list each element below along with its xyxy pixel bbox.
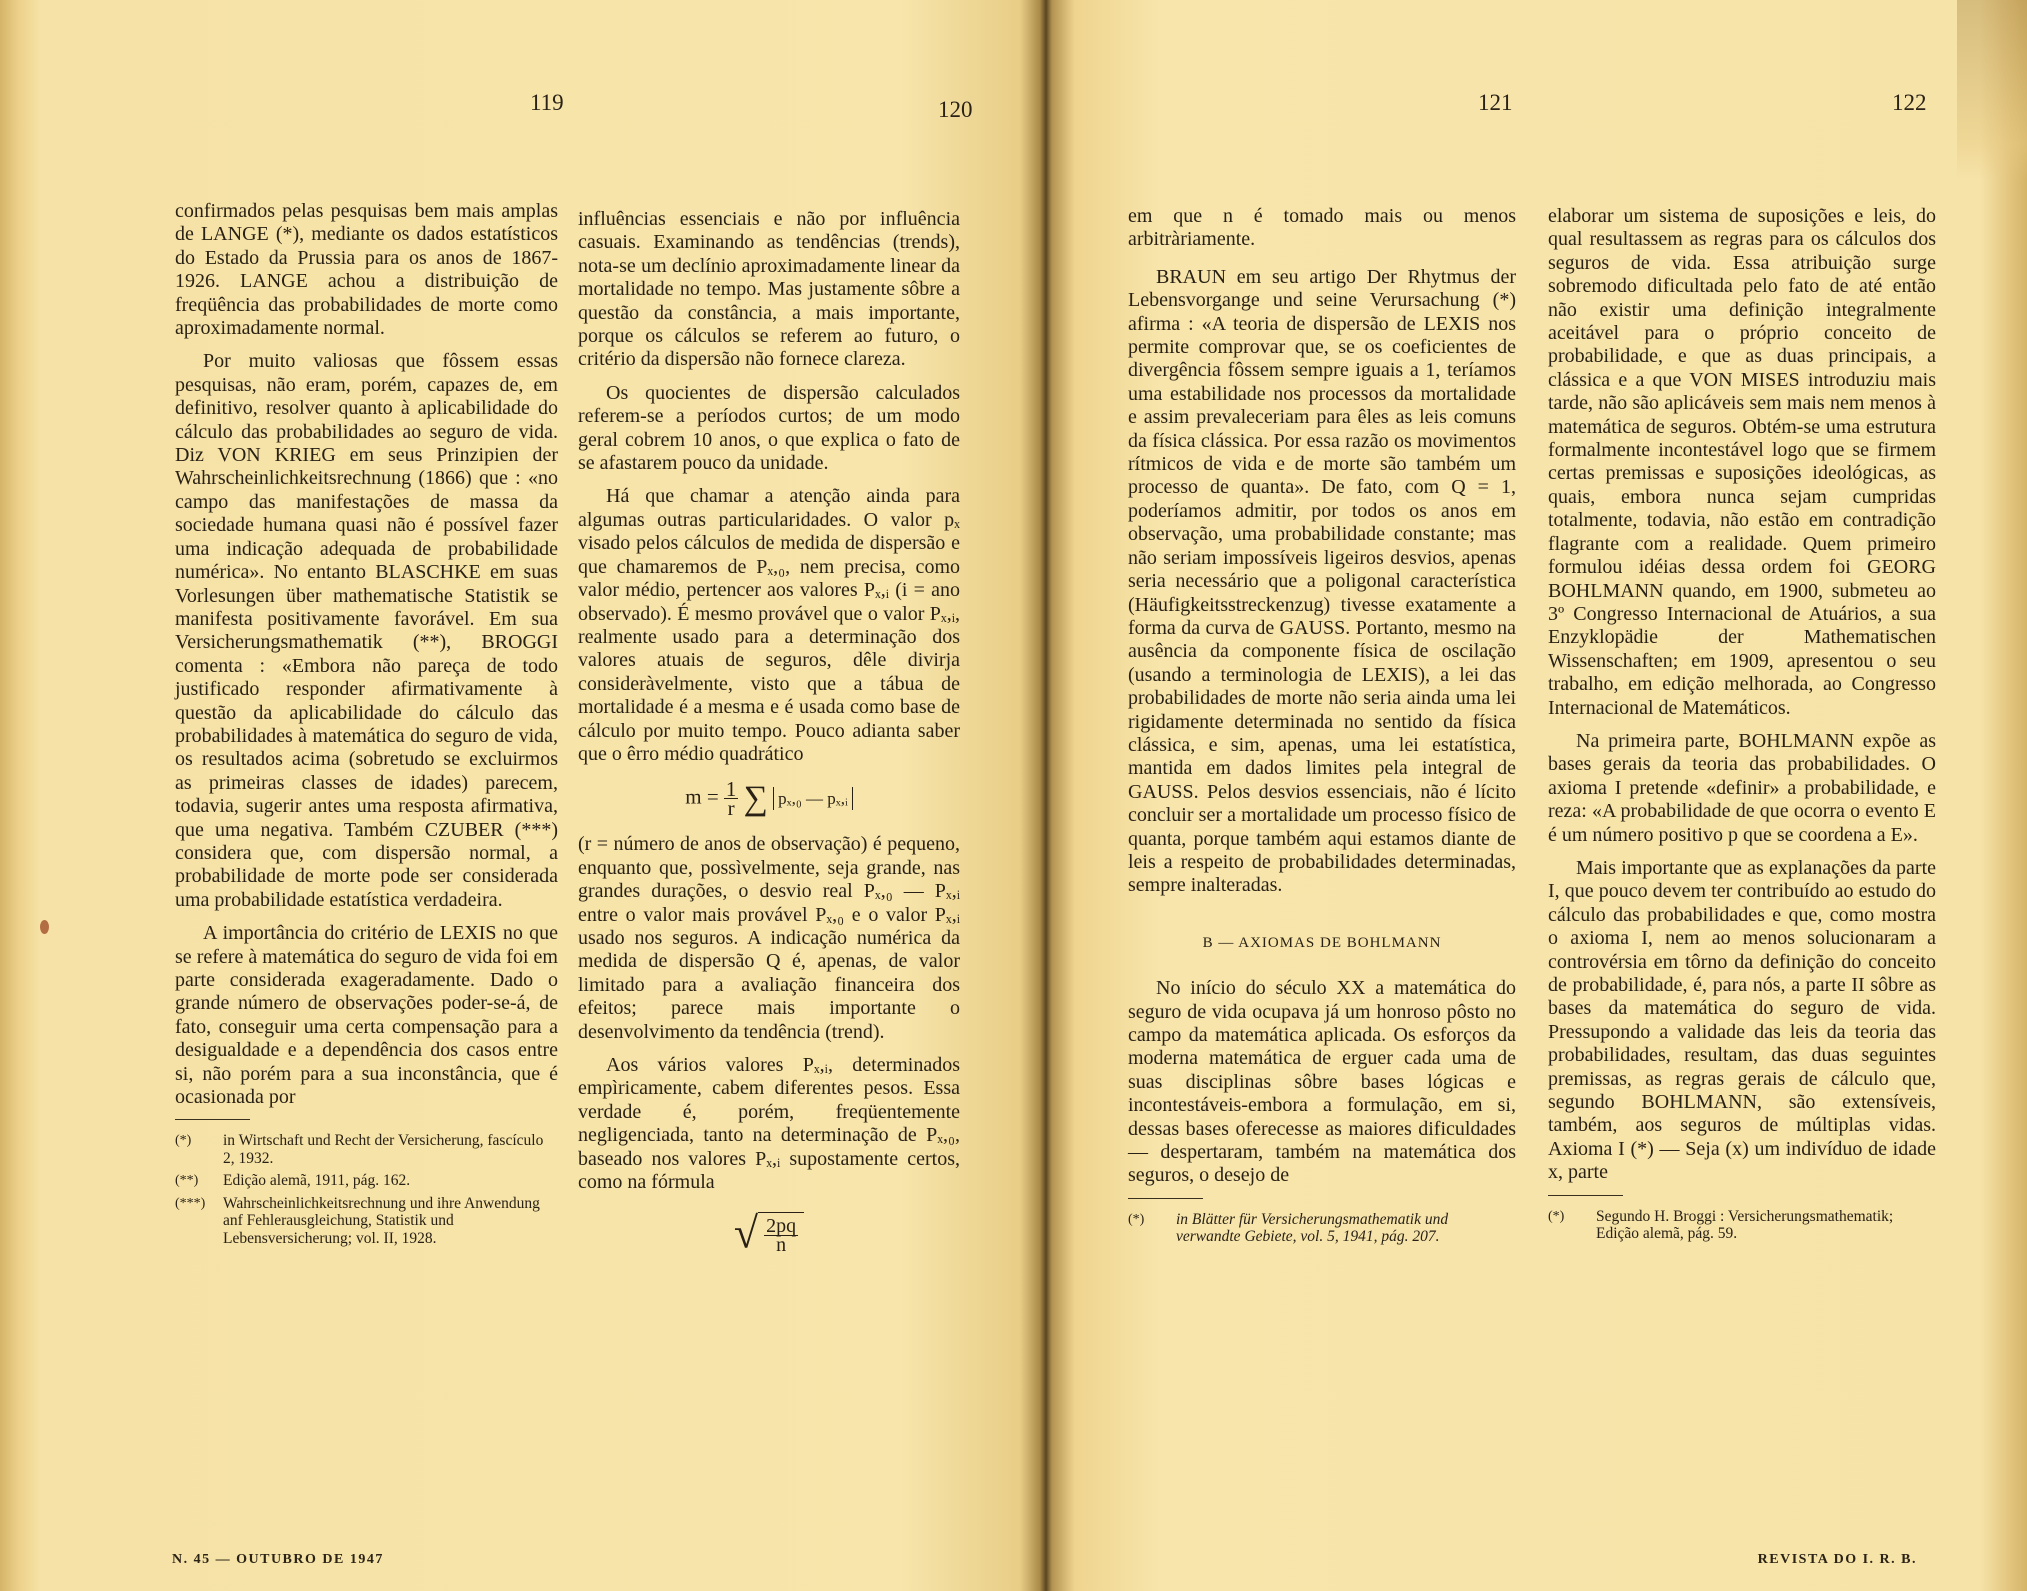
footnote-rule <box>1548 1195 1623 1196</box>
footnote-text: Segundo H. Broggi : Versicherungsmathematik; Edição alemã, pág. 59. <box>1596 1207 1894 1243</box>
page-119-column <box>175 200 558 1252</box>
page-121-column <box>1128 205 1516 1251</box>
footnote-text: Wahrscheinlichkeitsrechnung und ihre Anwendung anf Fehlerausgleichung, Statistik und Lebensversicherung; vol. II, 1928. <box>223 1194 540 1247</box>
footnote-mark: (*) <box>1128 1211 1145 1227</box>
paragraph: A importância do critério de LEXIS no que se refere à matemática do seguro de vida foi em parte considerada exageradamente. Dado o grande número de observações poder-se-á, de fato, conseguir uma certa compensação para a desigualdade e a dependência dos casos entre si, não porém para a sua inconstância, que é ocasionada por <box>175 922 558 1109</box>
paragraph: confirmados pelas pesquisas bem mais amplas de LANGE (*), mediante os dados estatísticos do Estado da Prussia para os anos de 1867-1926. LANGE achou a distribuição de freqüência das probabilidades de morte como aproximadamente normal. <box>175 200 558 340</box>
section-heading: B — AXIOMAS DE BOHLMANN <box>1202 934 1442 951</box>
page-number-121: 121 <box>1478 90 1513 115</box>
paragraph: No início do século XX a matemática do seguro de vida ocupava já um honroso pôsto no campo da matemática aplicada. Os esforços da moderna matemática de erguer cada uma de suas disciplinas sôbre bases lógicas e incontestáveis-embora a formulação, em si, dessas bases oferecesse as maiores dificuldades — despertaram, também na matemática dos seguros, o desejo de <box>1128 977 1516 1187</box>
footnote <box>1128 1211 1516 1246</box>
footnote <box>1548 1208 1936 1243</box>
page-number-122: 122 <box>1892 90 1927 115</box>
formula-numerator: 1 <box>725 777 737 802</box>
footnote <box>175 1172 558 1190</box>
page-number-119: 119 <box>530 90 564 115</box>
formula-absolute-term: pₓ,₀ — pₓ,ᵢ <box>773 787 853 810</box>
footnote-mark: (***) <box>175 1195 206 1211</box>
paragraph: (r = número de anos de observação) é pequeno, enquanto que, possìvelmente, seja grande, nas grandes durações, o desvio real Pₓ,₀ — Pₓ,ᵢ entre o valor mais provável Pₓ,₀ e o valor Pₓ,ᵢ usado nos seguros. A indicação numérica da medida de dispersão Q é, apenas, de valor limitado para a avaliação financeira dos efeitos; parece mais importante o desenvolvimento da tendência (trend). <box>578 833 960 1043</box>
radical-symbol: √ <box>733 1208 759 1258</box>
paragraph: BRAUN em seu artigo Der Rhytmus der Lebensvorgange und seine Verursachung (*) afirma : «A teoria de dispersão de LEXIS nos permite comprovar que, se os coeficientes de divergência fôssem sempre iguais a 1, teríamos uma estabilidade nos processos da mortalidade e assim prevaleceriam para êles as leis comuns da física clássica. Por essa razão os movimentos rítmicos de vida e de morte são também um processo de quanta». De fato, com Q = 1, poderíamos admitir, por todos os anos em observação, uma probabilidade constante; mas não seriam impossíveis ligeiros desvios, apenas seria necessário que a poligonal característica (Häufigkeitsstreckenzug) tivesse exatamente a forma da curva de GAUSS. Portanto, mesmo na ausência da componente física de oscilação (usando a terminologia de LEXIS), a lei das probabilidades de morte não seria ainda uma lei rigidamente determinada no sentido da física clássica, e sim, apenas, uma lei estatística, mantida em dados limites pela integral de GAUSS. Pelos desvios essenciais, não é lícito concluir ser a mortalidade um processo físico de quanta, porque também aqui estamos diante de leis a respeito de probabilidades determinadas, sempre inalteradas. <box>1128 265 1516 897</box>
sqrt-numerator: 2pq <box>766 1215 797 1238</box>
paragraph: influências essenciais e não por influência casuais. Examinando as tendências (trends), nota-se um declínio aproximadamente linear da mortalidade no tempo. Mas justamente sôbre a questão da constância, a mais importante, porque os cálculos se referem ao futuro, o critério da dispersão não fornece clareza. <box>578 208 960 371</box>
footnote-text: in Blätter für Versicherungsmathematik und verwandte Gebiete, vol. 5, 1941, pág. 207. <box>1176 1210 1449 1246</box>
formula-denominator: r <box>727 796 735 821</box>
paragraph: Aos vários valores Pₓ,ᵢ, determinados empìricamente, cabem diferentes pesos. Essa verdade é, porém, freqüentemente negligenciada, tanto na determinação de Pₓ,₀, baseado nos valores Pₓ,ᵢ supostamente certos, como na fórmula <box>578 1054 960 1194</box>
footer-journal: REVISTA DO I. R. B. <box>1757 1552 1917 1567</box>
footer-issue: N. 45 — OUTUBRO DE 1947 <box>172 1552 384 1567</box>
footnote-text: in Wirtschaft und Recht der Versicherung, fascículo 2, 1932. <box>223 1132 544 1167</box>
sqrt-formula <box>578 1208 960 1258</box>
sqrt-fraction <box>758 1212 804 1257</box>
formula-fraction <box>724 777 739 821</box>
paragraph: Os quocientes de dispersão calculados referem-se a períodos curtos; de um modo geral cobrem 10 anos, o que explica o fato de se afastarem pouco da unidade. <box>578 381 960 475</box>
sum-symbol: ∑ <box>743 780 768 818</box>
paragraph: Por muito valiosas que fôssem essas pesquisas, não eram, porém, capazes de, em definitivo, resolver quanto à aplicabilidade do cálculo das probabilidades ao seguro de vida. Diz VON KRIEG em seus Prinzipien der Wahrscheinlichkeitsrechnung (1866) que : «no campo das manifestações de massa da sociedade humana quasi não é possível fazer uma indicação adequada de probabilidade numérica». No entanto BLASCHKE em suas Vorlesungen über mathematische Statistik se manifesta positivamente favorável. Em sua Versicherungsmathematik (**), BROGGI comenta : «Embora não pareça de todo justificado responder afirmativamente à questão da aplicabilidade do cálculo das probabilidades à matemática do seguro de vida, os resultados acima (sobretudo se excluirmos as primeiras classes de idades) parecem, todavia, sugerir antes uma resposta afirmativa, que uma negativa. Também CZUBER (***) considera que, com dispersão normal, a probabilidade de morte pode ser considerada uma probabilidade estatística verdadeira. <box>175 350 558 911</box>
footnote-rule <box>1128 1198 1203 1199</box>
formula-lhs: m = <box>685 784 719 809</box>
mean-square-error-formula <box>578 777 960 821</box>
sqrt-denominator: n <box>776 1234 787 1257</box>
footnote-rule <box>175 1119 250 1120</box>
footnote-mark: (**) <box>175 1173 199 1189</box>
footnote-mark: (*) <box>1548 1208 1565 1224</box>
footnote <box>175 1132 558 1167</box>
footnote <box>175 1195 558 1248</box>
ink-spot <box>40 920 49 934</box>
page-corner-shadow <box>1957 0 2027 180</box>
footnote-text: Edição alemã, 1911, pág. 162. <box>223 1172 411 1190</box>
paragraph: Na primeira parte, BOHLMANN expõe as bases gerais da teoria das probabilidades. O axioma I pretende «definir» a probabilidade, e reza: «A probabilidade de que ocorra o evento E é um número positivo p que se coordena a E». <box>1548 729 1936 846</box>
page-number-120: 120 <box>938 97 973 122</box>
paragraph: em que n é tomado mais ou menos arbitràriamente. <box>1128 205 1516 251</box>
paragraph: elaborar um sistema de suposições e leis, do qual resultassem as regras para os cálculos dos seguros de vida. Essa atribuição surge sobremodo dificultada pelo fato de até então não existir uma definição integralmente aceitável para o próprio conceito de probabilidade, e que as duas principais, a clássica e a que VON MISES introduziu mais tarde, não são aplicáveis sem mais nem menos à matemática de seguros. Obtém-se uma estrutura formalmente incontestável logo que se firmem certas premissas e suposições ideológicas, as quais, embora nunca sejam cumpridas totalmente, todavia, não estão em contradição flagrante com a realidade. Quem primeiro formulou idéias dessa ordem foi GEORG BOHLMANN quando, em 1900, submeteu ao 3º Congresso Internacional de Atuários, a sua Enzyklopädie der Mathematischen Wissenschaften; em 1909, apresentou o seu trabalho, em edição melhorada, ao Congresso Internacional de Matemáticos. <box>1548 205 1936 719</box>
page-122-column <box>1548 205 1936 1248</box>
page-120-column <box>578 208 960 1258</box>
footnote-mark: (*) <box>175 1133 192 1149</box>
paragraph: Há que chamar a atenção ainda para algumas outras particularidades. O valor pₓ visado pelos cálculos de medida de dispersão e que chamaremos de Pₓ,₀, nem precisa, como valor médio, pertencer aos valores Pₓ,ᵢ (i = ano observado). É mesmo provável que o valor Pₓ,ᵢ, realmente usado para a determinação dos valores atuais de seguros, dêle divirja consideràvelmente, visto que a tábua de mortalidade é a mesma e é usada como base de cálculo por muito tempo. Pouco adianta saber que o êrro médio quadrático <box>578 485 960 765</box>
paragraph: Mais importante que as explanações da parte I, que pouco devem ter contribuído ao estudo do cálculo das probabilidades e que, como mostra o axioma I, nem ao menos solucionaram a controvérsia em tôrno da definição do conceito de probabilidade, é, para nós, a parte II sôbre as bases da matemática do seguro de vida. Pressupondo a validade das leis da teoria das probabilidades, resultam, das duas seguintes premissas, as regras gerais de cálculo que, segundo BOHLMANN, são extensíveis, também, aos seguros de múltiplas vidas. Axioma I (*) — Seja (x) um indivíduo de idade x, parte <box>1548 856 1936 1184</box>
